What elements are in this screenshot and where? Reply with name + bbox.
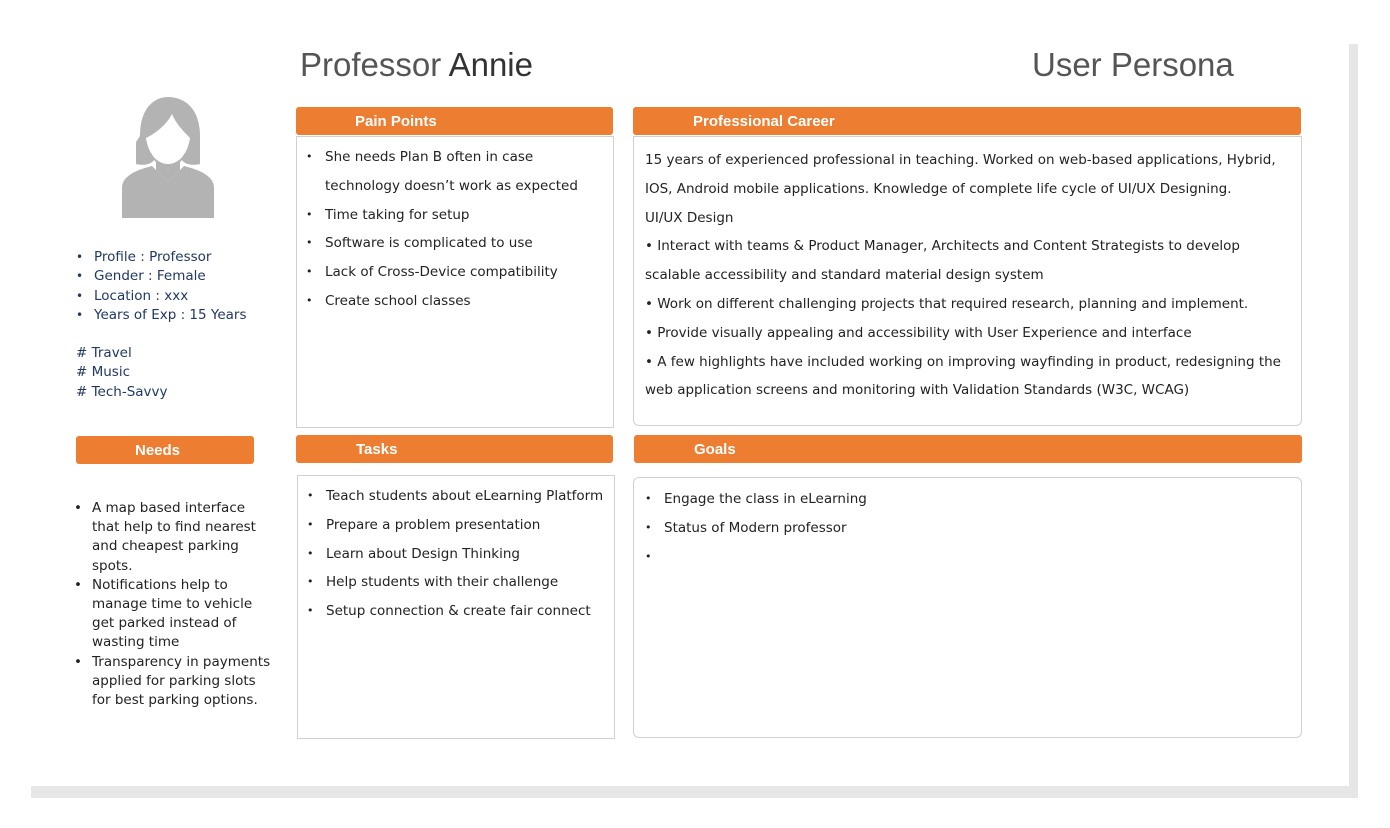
persona-title — [300, 46, 533, 84]
needs-list — [74, 499, 274, 710]
persona-name: Annie — [448, 46, 533, 83]
goals-list — [645, 485, 1285, 543]
profile-list — [76, 248, 247, 325]
page-title: User Persona — [1032, 46, 1234, 83]
interest-tags — [76, 344, 168, 402]
list-item: • Setup connection & create fair connect — [307, 597, 607, 626]
profile-item-location: • Location : xxx — [76, 287, 189, 304]
profile-item-role: • Profile : Professor — [76, 249, 212, 265]
list-item: • Help students with their challenge — [307, 568, 607, 597]
card-shadow-right — [1349, 44, 1358, 798]
profile-item-experience: • Years of Exp : 15 Years — [76, 306, 247, 323]
list-item: • Notifications help to manage time to vehicle get parked instead of wasting time — [74, 576, 274, 653]
career-summary: 15 years of experienced professional in teaching. Worked on web-based applications, Hybrid, IOS, Android mobile applications. Knowledge of complete life cycle of UI/UX Designing. — [645, 152, 1276, 197]
user-female-silhouette-icon — [122, 96, 214, 218]
career-point: • A few highlights have included working on improving wayfinding in product, redesigning the web application screens and monitoring with Validation Standards (W3C, WCAG) — [645, 353, 1281, 399]
tag-music: # Music — [76, 364, 131, 381]
profile-item-gender: • Gender : Female — [76, 268, 206, 285]
list-item: • Lack of Cross-Device compatibility — [306, 258, 606, 287]
list-item: • She needs Plan B often in case technology doesn’t work as expected — [306, 143, 606, 201]
card-shadow-bottom — [31, 786, 1358, 798]
list-item: • Status of Modern professor — [645, 514, 1285, 543]
list-item: • Time taking for setup — [306, 201, 606, 230]
list-item: • Prepare a problem presentation — [307, 511, 607, 540]
list-item: • Engage the class in eLearning — [645, 485, 1285, 514]
professional-career-text — [645, 146, 1295, 405]
career-subheading: UI/UX Design — [645, 209, 734, 226]
list-item: • Create school classes — [306, 287, 606, 316]
persona-title-prefix: Professor — [300, 46, 442, 83]
list-item: • Software is complicated to use — [306, 229, 606, 258]
pain-points-header: Pain Points — [296, 107, 613, 135]
tasks-list — [307, 482, 607, 626]
tag-travel: # Travel — [76, 345, 132, 361]
tag-tech-savvy: # Tech-Savvy — [76, 383, 168, 400]
list-item: • Teach students about eLearning Platform — [307, 482, 607, 511]
professional-career-header: Professional Career — [633, 107, 1301, 135]
career-point: • Interact with teams & Product Manager, Architects and Content Strategists to develop scalable accessibility and standard material design system — [645, 238, 1241, 284]
pain-points-list — [306, 143, 606, 316]
goals-header: Goals — [634, 435, 1302, 463]
list-item: • A map based interface that help to find nearest and cheapest parking spots. — [74, 499, 274, 576]
career-point: • Provide visually appealing and accessibility with User Experience and interface — [645, 324, 1192, 341]
list-item: • Transparency in payments applied for parking slots for best parking options. — [74, 653, 274, 711]
list-item: • Learn about Design Thinking — [307, 540, 607, 569]
tasks-header: Tasks — [296, 435, 613, 463]
needs-header: Needs — [76, 436, 254, 464]
career-point: • Work on different challenging projects that required research, planning and implement. — [645, 295, 1249, 312]
